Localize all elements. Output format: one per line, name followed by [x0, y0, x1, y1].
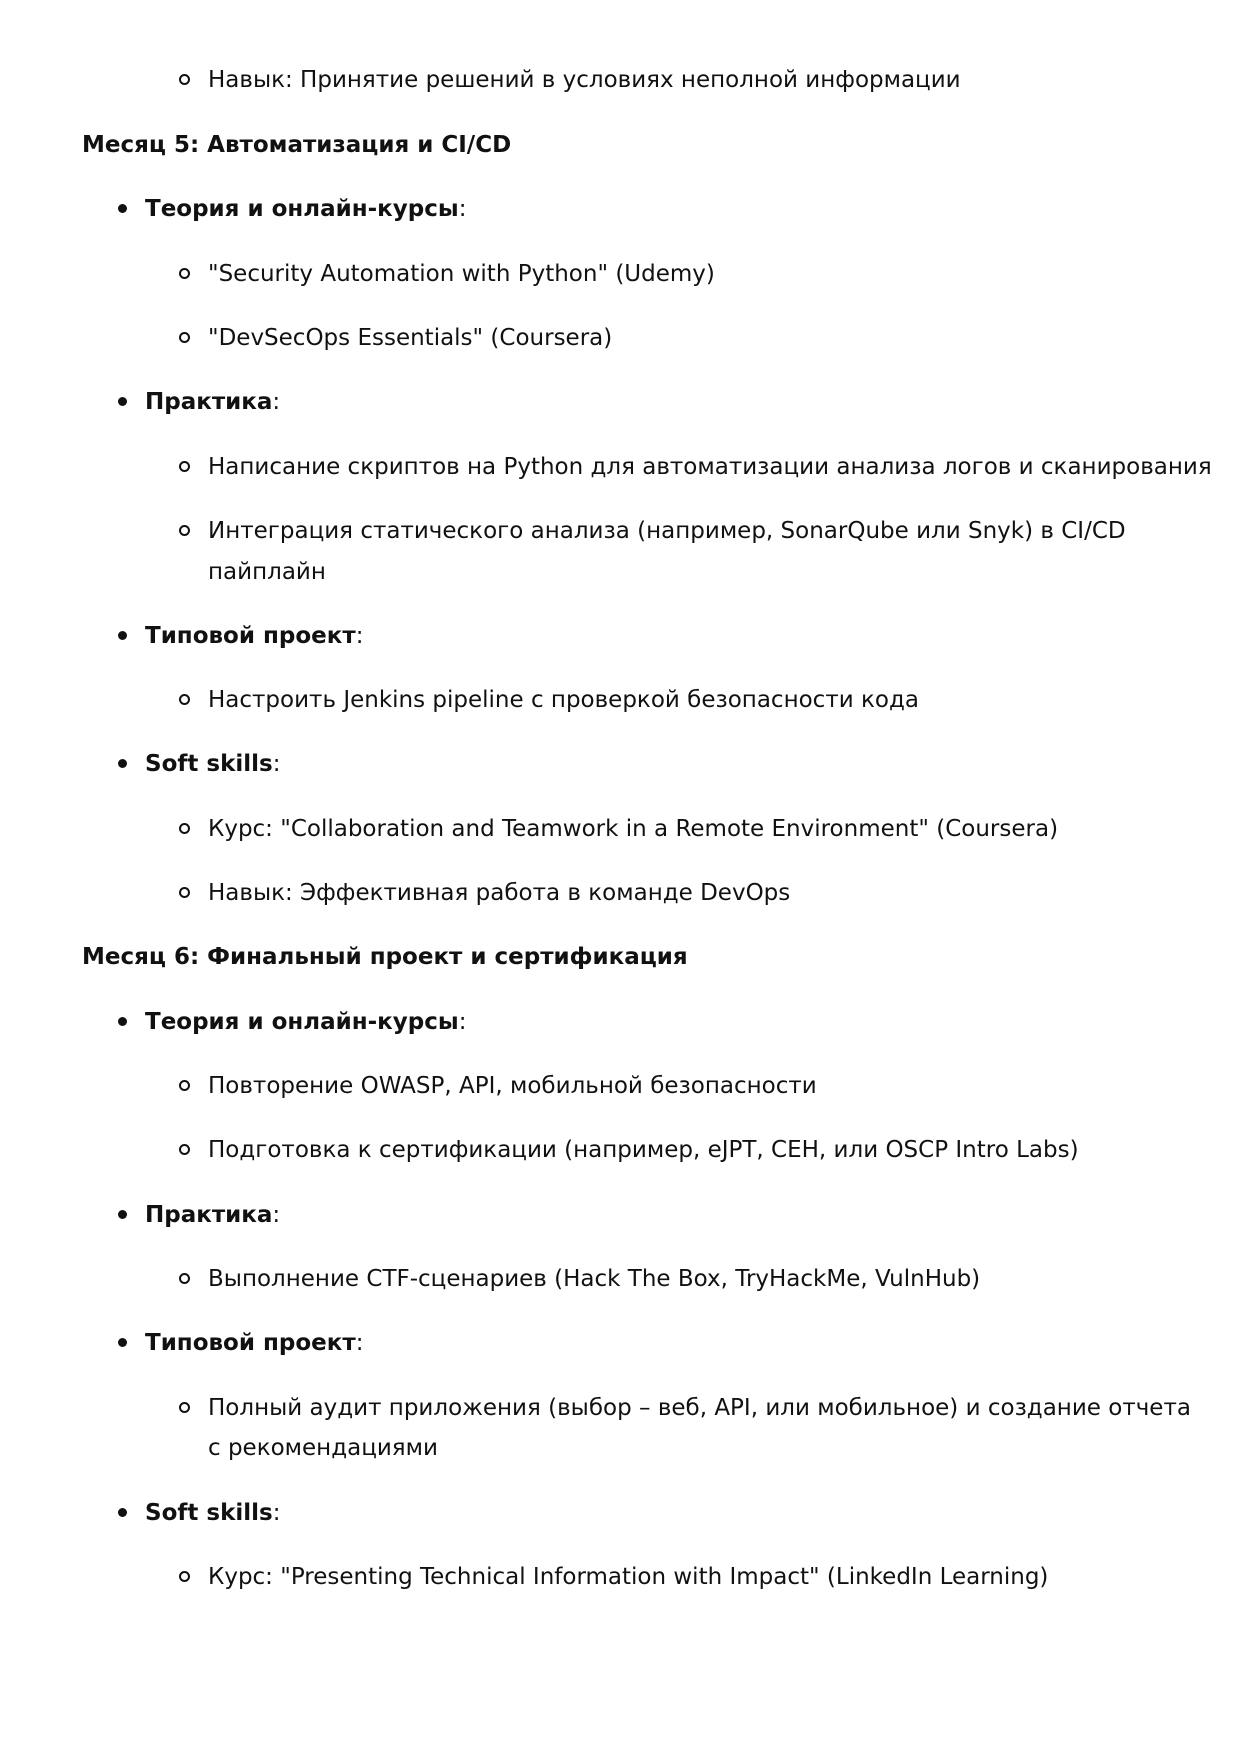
list-item: Практика:: [145, 1195, 280, 1235]
list-item: Повторение OWASP, API, мобильной безопасности: [208, 1066, 817, 1106]
list-item: Курс: "Collaboration and Teamwork in a Remote Environment" (Coursera): [208, 809, 1058, 849]
list-item: Навык: Принятие решений в условиях неполной информации: [208, 60, 961, 100]
list-item-continuation: пайплайн: [208, 559, 326, 585]
list-item: Полный аудит приложения (выбор – веб, API, или мобильное) и создание отчета: [208, 1388, 1191, 1428]
section-heading: Месяц 6: Финальный проект и сертификация: [82, 944, 688, 970]
list-item: "Security Automation with Python" (Udemy): [208, 254, 715, 294]
list-item: Теория и онлайн-курсы:: [145, 1002, 466, 1042]
list-item: Теория и онлайн-курсы:: [145, 189, 466, 229]
list-item: Настроить Jenkins pipeline с проверкой безопасности кода: [208, 680, 919, 720]
section-heading: Месяц 5: Автоматизация и CI/CD: [82, 132, 512, 158]
list-item: Подготовка к сертификации (например, eJPT, CEH, или OSCP Intro Labs): [208, 1130, 1079, 1170]
list-item: Типовой проект:: [145, 1323, 363, 1363]
list-item: Soft skills:: [145, 1493, 280, 1533]
list-item: Курс: "Presenting Technical Information with Impact" (LinkedIn Learning): [208, 1557, 1048, 1597]
list-item: Навык: Эффективная работа в команде DevOps: [208, 873, 790, 913]
list-item: "DevSecOps Essentials" (Coursera): [208, 318, 612, 358]
list-item: Практика:: [145, 382, 280, 422]
list-item: Типовой проект:: [145, 616, 363, 656]
list-item: Написание скриптов на Python для автоматизации анализа логов и сканирования: [208, 447, 1212, 487]
list-item: Выполнение CTF-сценариев (Hack The Box, TryHackMe, VulnHub): [208, 1259, 980, 1299]
list-item: Soft skills:: [145, 744, 280, 784]
list-item-continuation: с рекомендациями: [208, 1435, 438, 1461]
list-item: Интеграция статического анализа (например, SonarQube или Snyk) в CI/CD: [208, 511, 1126, 551]
